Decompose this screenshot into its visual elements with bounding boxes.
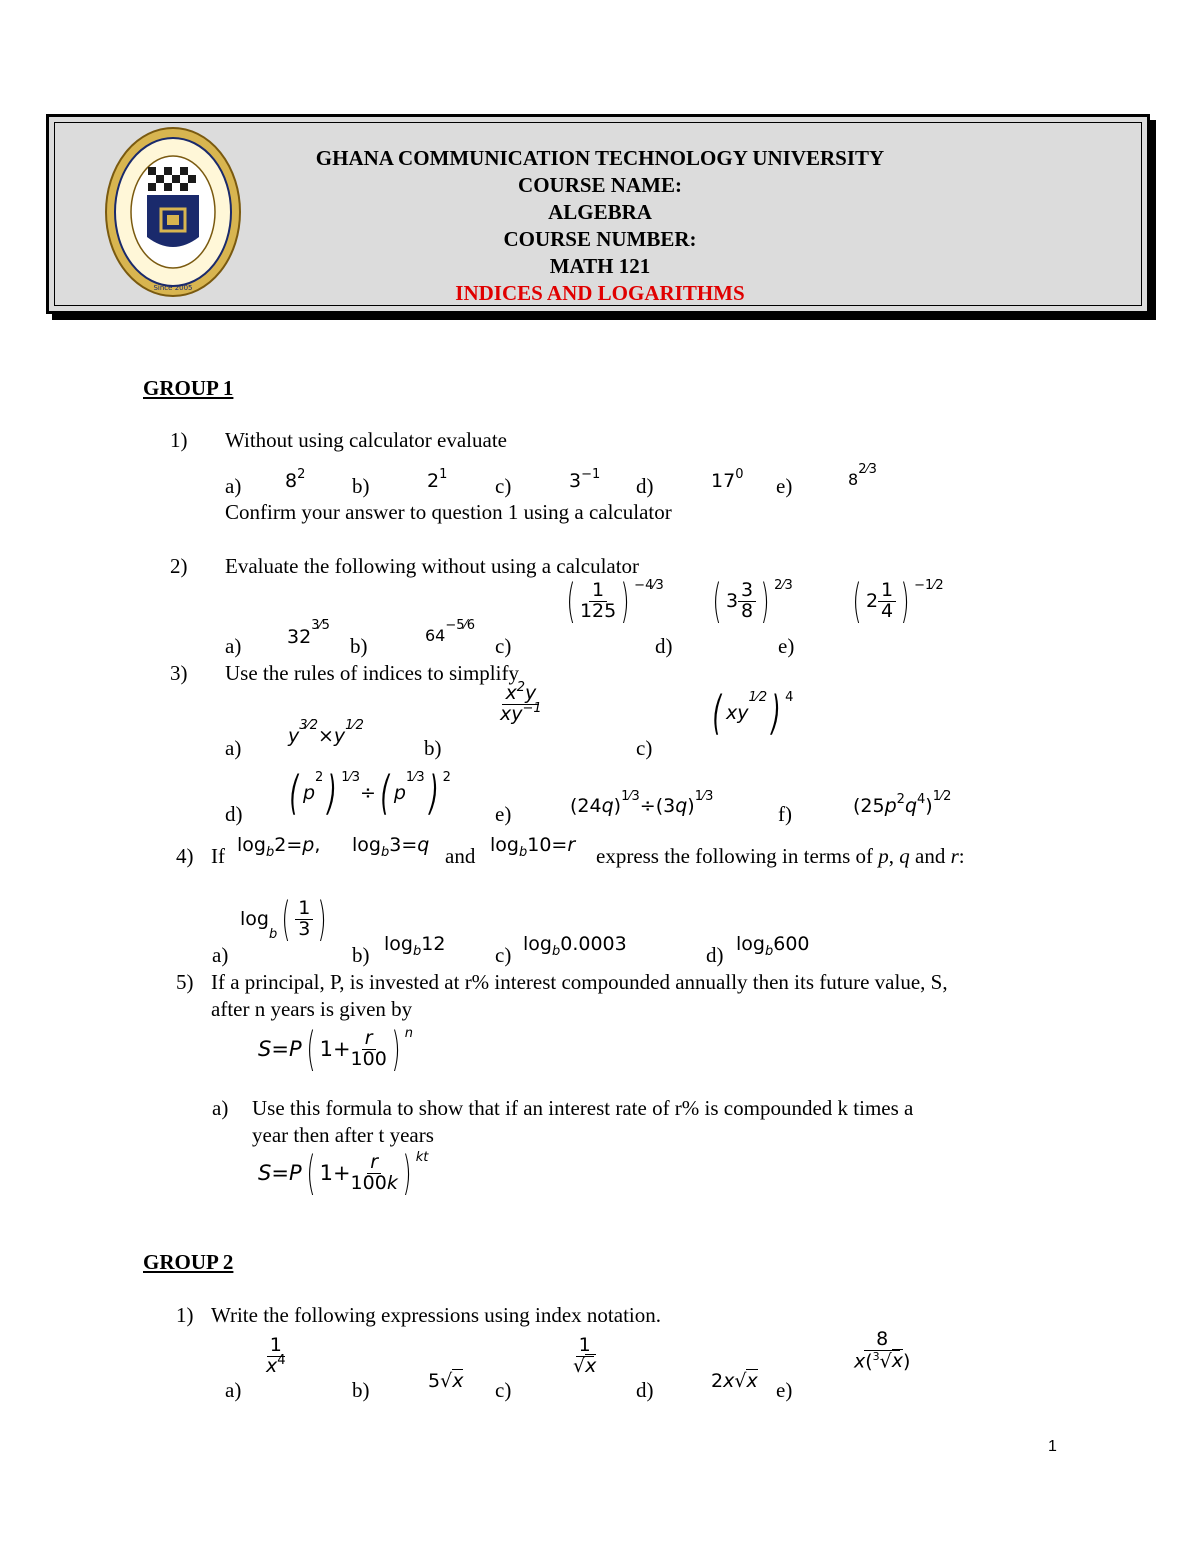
q5-line2: after n years is given by [211,997,413,1021]
q4-if: If [211,844,225,868]
g2-expr-b: 5√x [428,1370,464,1392]
q3-label-f: f) [778,802,792,826]
g2-expr-c: $\frac{1}{√x}$ [573,1334,597,1377]
g2-label-d: d) [636,1378,654,1402]
q4-expr-c: $\log_b0.0003$ [523,933,627,959]
q5a-formula: S = P ( 1+ $\frac{r}{100k}$ ) kt [258,1146,429,1200]
g2-expr-d: 2x√x [711,1370,758,1392]
q5-number: 5) [176,970,194,994]
q3-expr-c: ( xy 1⁄2 ) 4 [712,686,794,740]
q5a-label: a) [212,1096,229,1120]
course-name-label: COURSE NAME: [518,173,682,197]
q3-expr-d: ( p 2 ) 1⁄3 ÷ ( p 1⁄3 ) 2 [289,766,451,820]
g2-q1-text: Write the following expressions using index notation. [211,1303,662,1327]
q5-line1: If a principal, P, is invested at r% interest compounded annually then its future value, S, [211,970,948,994]
g2-expr-a: $\frac{1}{x^4}$ [266,1334,286,1377]
q2-number: 2) [170,554,188,578]
q3-label-e: e) [495,802,512,826]
g2-label-e: e) [776,1378,793,1402]
q2-expr-d: ( 3 $\frac{3}{8}$ ) 2⁄3 [712,574,793,628]
q4-expr-b: $\log_b12$ [384,933,446,959]
q1-expr-e: $8^{2⁄3}$ [848,462,877,489]
q4-rest: express the following in terms of p, q and r: [596,844,965,868]
course-number: MATH 121 [549,254,651,278]
q1-text: Without using calculator evaluate [225,428,507,452]
q5a-line1: Use this formula to show that if an interest rate of r% is compounded k times a [252,1096,914,1120]
university-name: GHANA COMMUNICATION TECHNOLOGY UNIVERSITY [315,146,885,170]
q3-label-d: d) [225,802,243,826]
page-number: 1 [1048,1438,1057,1455]
q2-label-d: d) [655,634,673,658]
q1-expr-a: $8^2$ [285,467,306,492]
group1-title: GROUP 1 [143,376,234,400]
q1-label-d: d) [636,474,654,498]
q3-label-c: c) [636,736,653,760]
q1-label-e: e) [776,474,793,498]
topic-title: INDICES AND LOGARITHMS [455,281,745,305]
q1-label-b: b) [352,474,370,498]
q1-expr-c: $3^{-1}$ [569,467,601,492]
q4-label-d: d) [706,943,724,967]
q3-label-b: b) [424,736,442,760]
q3-number: 3) [170,661,188,685]
course-name: ALGEBRA [548,200,652,224]
q4-expr-a: log b ( $\frac{1}{3}$ ) [240,892,327,946]
q2-expr-e: ( 2 $\frac{1}{4}$ ) −1⁄2 [852,574,944,628]
q3-expr-b: $\frac{x^2y}{xy^{-1}}$ [500,680,542,725]
q4-expr-p: $\log_b2=p$, [237,834,321,860]
q4-label-a: a) [212,943,229,967]
q2-label-b: b) [350,634,368,658]
q2-expr-a: $32^{3⁄5}$ [287,618,330,648]
q2-label-c: c) [495,634,512,658]
g2-q1-number: 1) [176,1303,194,1327]
g2-label-c: c) [495,1378,512,1402]
course-number-label: COURSE NUMBER: [503,227,697,251]
q1-expr-d: $17^0$ [711,467,744,492]
q2-label-a: a) [225,634,242,658]
q3-expr-f: $(25p^2q^4)^{1⁄2}$ [853,789,952,817]
q1-label-a: a) [225,474,242,498]
q3-label-a: a) [225,736,242,760]
q2-expr-b: $64^{-5⁄6}$ [425,618,475,645]
q4-expr-q: $\log_b3=q$ [352,834,430,860]
g2-label-b: b) [352,1378,370,1402]
q4-expr-d: $\log_b600$ [736,933,810,959]
q4-label-b: b) [352,943,370,967]
group2-title: GROUP 2 [143,1250,234,1274]
q4-number: 4) [176,844,194,868]
q4-expr-r: $\log_b10=r$ [490,834,576,860]
q5-formula: S = P ( 1+ $\frac{r}{100}$ ) n [258,1022,414,1076]
q3-text: Use the rules of indices to simplify [225,661,519,685]
q1-number: 1) [170,428,188,452]
q2-label-e: e) [778,634,795,658]
q3-expr-e: $(24q)^{1⁄3}\div(3q)^{1⁄3}$ [570,789,714,817]
q1-expr-b: $2^1$ [427,467,448,492]
g2-label-a: a) [225,1378,242,1402]
svg-text:Since 2005: Since 2005 [153,284,193,292]
q2-text: Evaluate the following without using a calculator [225,554,640,578]
q5a-line2: year then after t years [252,1123,434,1147]
g2-expr-e: $\frac{8}{x(^3√x)}$ [854,1328,911,1373]
q1-confirm: Confirm your answer to question 1 using a calculator [225,500,672,524]
q4-label-c: c) [495,943,512,967]
q1-label-c: c) [495,474,512,498]
q2-expr-c: ( $\frac{1}{125}$ ) −4⁄3 [566,574,664,628]
q4-and: and [445,844,476,868]
q3-expr-a: $y^{3⁄2}\times y^{1⁄2}$ [288,718,364,747]
